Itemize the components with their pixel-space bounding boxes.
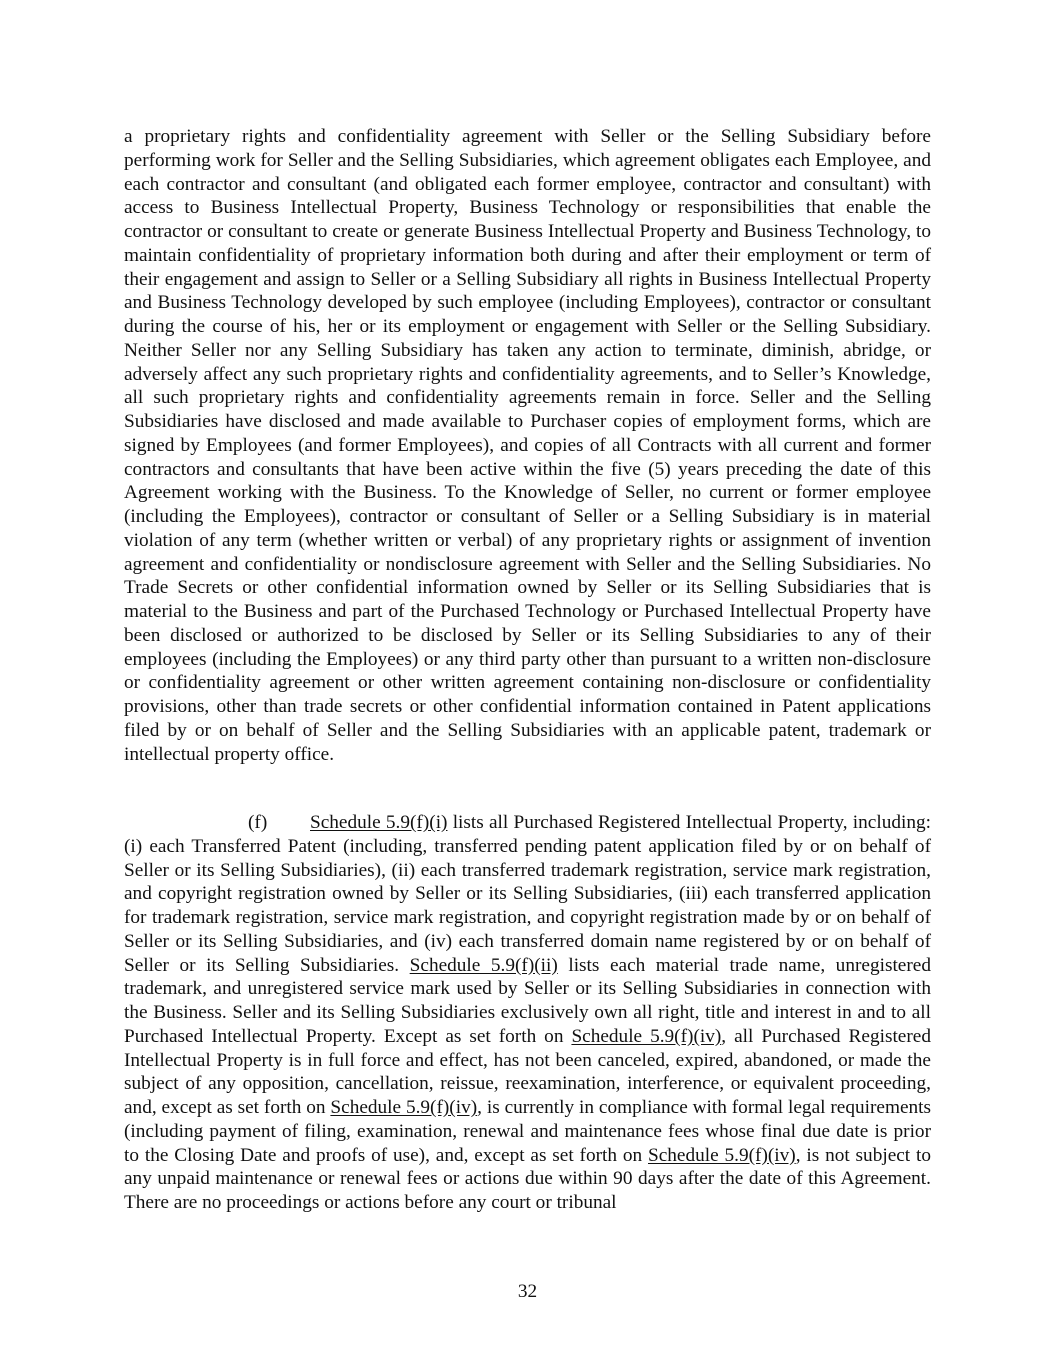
schedule-reference: Schedule 5.9(f)(iv)	[330, 1097, 478, 1118]
paragraph-f-registered-ip	[124, 811, 931, 1215]
paragraph-confidentiality-agreements: a proprietary rights and confidentiality agreement with Seller or the Selling Subsidiary before performing work for Seller and the Selling Subsidiaries, which agreement obligates each Employee, and each contractor and consultant (and obligated each former employee, contractor and consultant) with access to Business Intellectual Property, Business Technology or responsibilities that enable the contractor or consultant to create or generate Business Intellectual Property and Business Technology, to maintain confidentiality of proprietary information both during and after their employment or term of their engagement and assign to Seller or a Selling Subsidiary all rights in Business Intellectual Property and Business Technology developed by such employee (including Employees), contractor or consultant during the course of his, her or its employment or engagement with Seller or the Selling Subsidiary. Neither Seller nor any Selling Subsidiary has taken any action to terminate, diminish, abridge, or adversely affect any such proprietary rights and confidentiality agreements, and to Seller’s Knowledge, all such proprietary rights and confidentiality agreements remain in force. Seller and the Selling Subsidiaries have disclosed and made available to Purchaser copies of employment forms, which are signed by Employees (and former Employees), and copies of all Contracts with all current and former contractors and consultants that have been active within the five (5) years preceding the date of this Agreement working with the Business. To the Knowledge of Seller, no current or former employee (including the Employees), contractor or consultant of Seller or a Selling Subsidiary is in material violation of any term (whether written or verbal) of any proprietary rights or assignment of invention agreement and confidentiality or nondisclosure agreement with Seller and the Selling Subsidiaries. No Trade Secrets or other confidential information owned by Seller or its Selling Subsidiaries that is material to the Business and part of the Purchased Technology or Purchased Intellectual Property have been disclosed or authorized to be disclosed by Seller or its Selling Subsidiaries to any of their employees (including the Employees) or any third party other than pursuant to a written non-disclosure or confidentiality agreement or other written agreement containing non-disclosure or confidentiality provisions, other than trade secrets or other confidential information contained in Patent applications filed by or on behalf of Seller and the Selling Subsidiaries with an applicable patent, trademark or intellectual property office.	[124, 126, 931, 765]
paragraph-text: lists all Purchased Registered Intellectual Property, including: (i) each Transferred Patent (including, transferred pending patent application filed by or on behalf of Seller or its Selling Subsidiaries), (ii) each transferred trademark registration, service mark registration, and copyright registration owned by Seller or its Selling Subsidiaries, (iii) each transferred application for trademark registration, service mark registration, and copyright registration made by or on behalf of Seller or its Selling Subsidiaries, and (iv) each transferred domain name registered by or on behalf of Seller or its Selling Subsidiaries.	[124, 812, 931, 976]
page-number: 32	[517, 1281, 538, 1302]
schedule-reference: Schedule 5.9(f)(iv)	[648, 1144, 796, 1166]
paragraph-text: , is currently in compliance with formal legal requirements (including payment of filing, examination, renewal and maintenance fees whose final due date is prior to the Closing Date and proofs of use), and, except as set forth on	[124, 1097, 932, 1166]
paragraph-text: , all Purchased Registered Intellectual Property is in full force and effect, has not been canceled, expired, abandoned, or made the subject of any opposition, cancellation, reissue, reexamination, interference, or equivalent proceeding, and, except as set forth on	[124, 1025, 931, 1118]
schedule-reference: Schedule 5.9(f)(iv)	[571, 1025, 722, 1047]
paragraph-text: , is not subject to any unpaid maintenance or renewal fees or actions due within 90 days after the date of this Agreement. There are no proceedings or actions before any court or tribunal	[124, 1144, 931, 1213]
schedule-reference: Schedule 5.9(f)(i)	[310, 812, 448, 833]
schedule-reference: Schedule 5.9(f)(ii)	[409, 954, 558, 976]
section-label-f: (f)	[248, 812, 268, 833]
paragraph-text: lists each material trade name, unregistered trademark, and unregistered service mark used by Seller or its Selling Subsidiaries in connection with the Business. Seller and its Selling Subsidiaries exclusively own all right, title and interest in and to all Purchased Intellectual Property. Except as set forth on	[124, 954, 931, 1047]
